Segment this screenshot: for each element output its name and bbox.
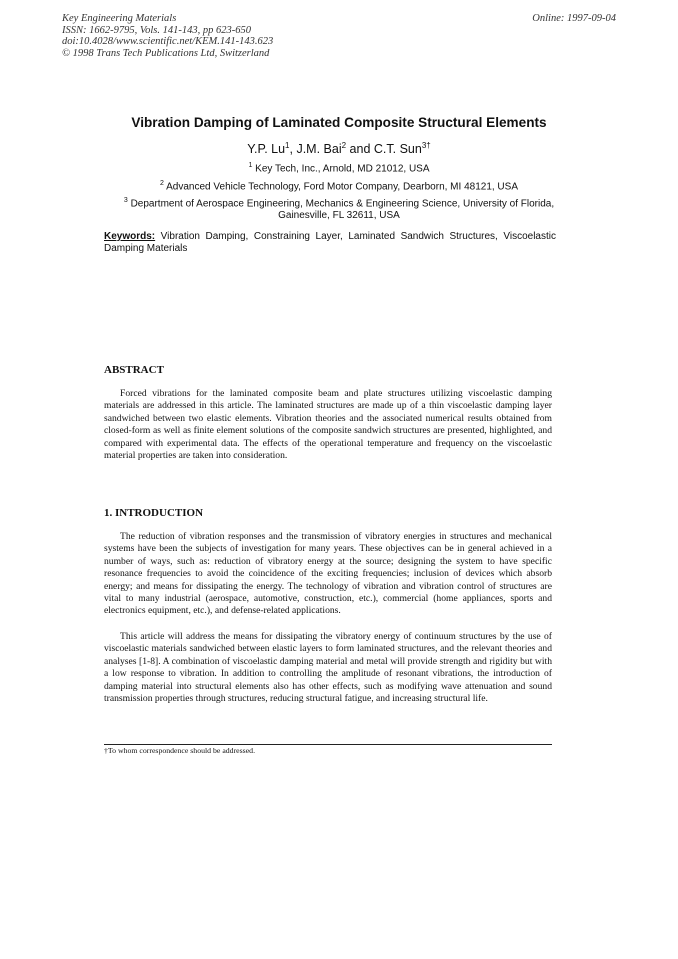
journal-name: Key Engineering Materials [62,13,177,24]
author-and: and [346,142,374,157]
author-name: C.T. Sun [373,142,422,157]
author-sup: 2 [341,141,347,150]
copyright-line: © 1998 Trans Tech Publications Ltd, Switzerland [62,47,270,59]
footnote: †To whom correspondence should be addressed. [104,746,256,755]
affiliation [0,160,678,175]
author-list [0,141,678,156]
introduction-paragraph: The reduction of vibration responses and the transmission of vibratory energies in structures and mechanical systems have been the subjects of investigation for many years. These objectives can be in general achieved in a number of ways, such as: reduction of vibratory energy at the source; designing the system to have specific resonance frequencies to avoid the coincidence of the exciting frequencies; inclusion of devices which absorb energy; and means for dissipating the energy. The technology of vibration and vibration control of structures are vital to many industrial (aerospace, automotive, construction, etc.), commercial (home appliances, sports and electronics equipment, etc.), and defense-related applications. [104,531,552,617]
affiliation-sup: 2 [160,180,164,187]
affiliation-text: Key Tech, Inc., Arnold, MD 21012, USA [255,163,430,175]
affiliation [0,178,678,193]
abstract-paragraph: Forced vibrations for the laminated composite beam and plate structures utilizing viscoelastic damping materials are addressed in this article. The laminated structures are made up of a thin viscoelastic damping layer sandwiched between two elastic elements. Vibration theories and the associated numerical results obtained from closed-form as well as finite element solutions of the composite sandwich structures are presented, highlighted, and compared with experimental data. The effects of the operational temperature and frequency on the viscoelastic material properties are taken into consideration. [104,388,552,462]
author-name: J.M. Bai [296,142,342,157]
doi-line: doi:10.4028/www.scientific.net/KEM.141-143.623 [62,36,274,47]
keywords-text: Vibration Damping, Constraining Layer, Laminated Sandwich Structures, Viscoelastic Damping Materials [104,231,556,254]
footnote-rule [104,744,552,745]
author-sup: 3† [421,141,431,150]
affiliation-sup: 1 [248,162,253,169]
introduction-paragraph: This article will address the means for dissipating the vibratory energy of continuum structures by the use of viscoelastic materials sandwiched between elastic layers to form laminated structures, and the relevant theories and analyses [1-8]. A combination of viscoelastic damping material and metal will provide strength and rigidity but with a low response to vibration. In addition to controlling the amplitude of resonant vibrations, the introduction of damping material into structural elements also has other effects, such as modifying wave attenuation and sound transmission properties through structures, reducing structural fatigue, and increasing structural life. [104,631,552,705]
issn-line: ISSN: 1662-9795, Vols. 141-143, pp 623-650 [62,24,251,36]
author-separator: , [289,142,297,157]
online-date: Online: 1997-09-04 [532,13,616,24]
affiliation-text: Department of Aerospace Engineering, Mechanics & Engineering Science, University of Florida, Gainesville, FL 32611, USA [130,198,555,222]
keywords-block [104,231,556,255]
affiliation [100,195,578,222]
affiliation-sup: 3 [123,197,128,204]
paper-title: Vibration Damping of Laminated Composite Structural Elements [131,115,547,130]
journal-header [62,13,273,59]
author-name: Y.P. Lu [247,142,286,157]
introduction-heading: 1. INTRODUCTION [104,507,204,519]
keywords-label: Keywords: [104,231,156,242]
author-sup: 1 [285,141,290,150]
abstract-heading: ABSTRACT [104,364,164,376]
affiliation-text: Advanced Vehicle Technology, Ford Motor Company, Dearborn, MI 48121, USA [166,181,518,193]
